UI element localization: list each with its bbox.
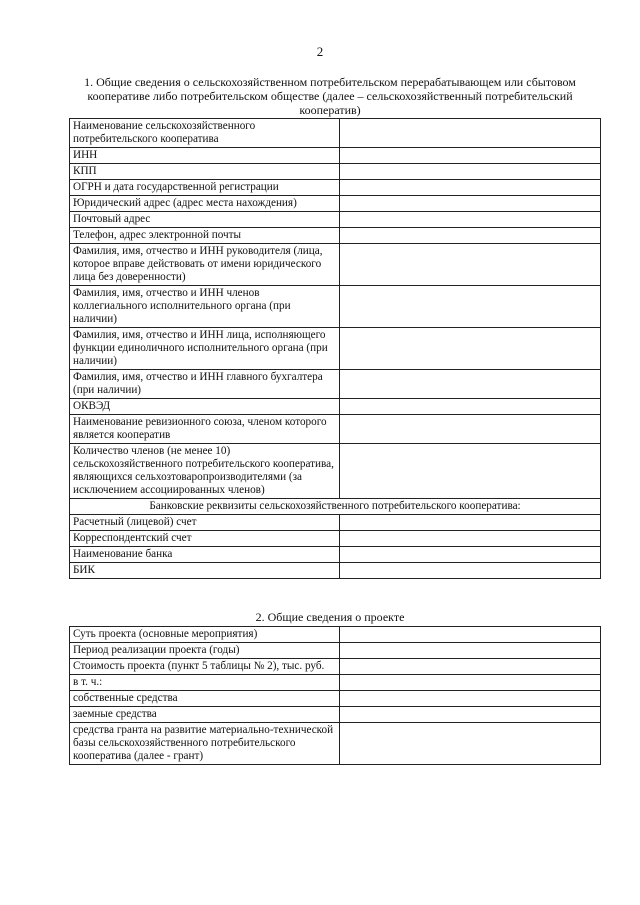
field-label: Фамилия, имя, отчество и ИНН главного бухгалтера (при наличии) <box>70 370 340 399</box>
table-row <box>70 444 601 499</box>
field-value[interactable] <box>340 228 601 244</box>
table-row <box>70 691 601 707</box>
field-value[interactable] <box>340 531 601 547</box>
field-value[interactable] <box>340 547 601 563</box>
field-value[interactable] <box>340 119 601 148</box>
page-number: 2 <box>316 44 324 59</box>
field-label: Корреспондентский счет <box>70 531 340 547</box>
table-row <box>70 370 601 399</box>
field-label: Наименование банка <box>70 547 340 563</box>
table-row <box>70 148 601 164</box>
field-value[interactable] <box>340 444 601 499</box>
table-row <box>70 659 601 675</box>
field-value[interactable] <box>340 164 601 180</box>
section-2-title: 2. Общие сведения о проекте <box>255 610 405 624</box>
field-value[interactable] <box>340 370 601 399</box>
table-row <box>70 515 601 531</box>
field-value[interactable] <box>340 180 601 196</box>
field-label: Количество членов (не менее 10) сельскохозяйственного потребительского кооператива, являющихся сельхозтоваропроизводителями (за исключением ассоциированных членов) <box>70 444 340 499</box>
field-label: Телефон, адрес электронной почты <box>70 228 340 244</box>
field-label: Юридический адрес (адрес места нахождения) <box>70 196 340 212</box>
table-row <box>70 164 601 180</box>
field-value[interactable] <box>340 659 601 675</box>
table-row <box>70 196 601 212</box>
field-value[interactable] <box>340 723 601 765</box>
field-label: Расчетный (лицевой) счет <box>70 515 340 531</box>
table-row <box>70 328 601 370</box>
field-value[interactable] <box>340 196 601 212</box>
field-value[interactable] <box>340 399 601 415</box>
table-row <box>70 723 601 765</box>
cooperative-info-table <box>69 118 601 579</box>
field-label: ОКВЭД <box>70 399 340 415</box>
field-value[interactable] <box>340 563 601 579</box>
field-label: Суть проекта (основные мероприятия) <box>70 627 340 643</box>
field-label: Наименование ревизионного союза, членом которого является кооператив <box>70 415 340 444</box>
table-row <box>70 399 601 415</box>
field-label: заемные средства <box>70 707 340 723</box>
table-row <box>70 675 601 691</box>
field-value[interactable] <box>340 707 601 723</box>
table-row <box>70 180 601 196</box>
table-row <box>70 563 601 579</box>
field-value[interactable] <box>340 675 601 691</box>
table-row <box>70 286 601 328</box>
project-info-table <box>69 626 601 765</box>
field-value[interactable] <box>340 328 601 370</box>
field-value[interactable] <box>340 691 601 707</box>
section-1-title: 1. Общие сведения о сельскохозяйственном потребительском перерабатывающем или сбытовом кооперативе либо потребительском обществе (далее – сельскохозяйственный потребительский кооператив) <box>84 75 576 117</box>
field-label: БИК <box>70 563 340 579</box>
field-label: ИНН <box>70 148 340 164</box>
field-value[interactable] <box>340 148 601 164</box>
table-section-header <box>70 499 601 515</box>
field-value[interactable] <box>340 212 601 228</box>
table-row <box>70 627 601 643</box>
table-row <box>70 244 601 286</box>
field-label: Фамилия, имя, отчество и ИНН лица, исполняющего функции единоличного исполнительного органа (при наличии) <box>70 328 340 370</box>
field-value[interactable] <box>340 244 601 286</box>
field-label: Стоимость проекта (пункт 5 таблицы № 2), тыс. руб. <box>70 659 340 675</box>
field-value[interactable] <box>340 415 601 444</box>
table-row <box>70 531 601 547</box>
bank-details-header: Банковские реквизиты сельскохозяйственного потребительского кооператива: <box>70 499 601 515</box>
table-row <box>70 119 601 148</box>
field-label: в т. ч.: <box>70 675 340 691</box>
field-value[interactable] <box>340 627 601 643</box>
table-row <box>70 547 601 563</box>
table-row <box>70 415 601 444</box>
field-label: Наименование сельскохозяйственного потребительского кооператива <box>70 119 340 148</box>
field-label: Период реализации проекта (годы) <box>70 643 340 659</box>
field-label: Почтовый адрес <box>70 212 340 228</box>
field-label: средства гранта на развитие материально-технической базы сельскохозяйственного потребительского кооператива (далее - грант) <box>70 723 340 765</box>
field-value[interactable] <box>340 286 601 328</box>
field-label: Фамилия, имя, отчество и ИНН руководителя (лица, которое вправе действовать от имени юридического лица без доверенности) <box>70 244 340 286</box>
table-row <box>70 707 601 723</box>
field-label: собственные средства <box>70 691 340 707</box>
table-row <box>70 212 601 228</box>
field-value[interactable] <box>340 643 601 659</box>
field-value[interactable] <box>340 515 601 531</box>
field-label: КПП <box>70 164 340 180</box>
field-label: ОГРН и дата государственной регистрации <box>70 180 340 196</box>
field-label: Фамилия, имя, отчество и ИНН членов коллегиального исполнительного органа (при наличии) <box>70 286 340 328</box>
table-row <box>70 643 601 659</box>
table-row <box>70 228 601 244</box>
